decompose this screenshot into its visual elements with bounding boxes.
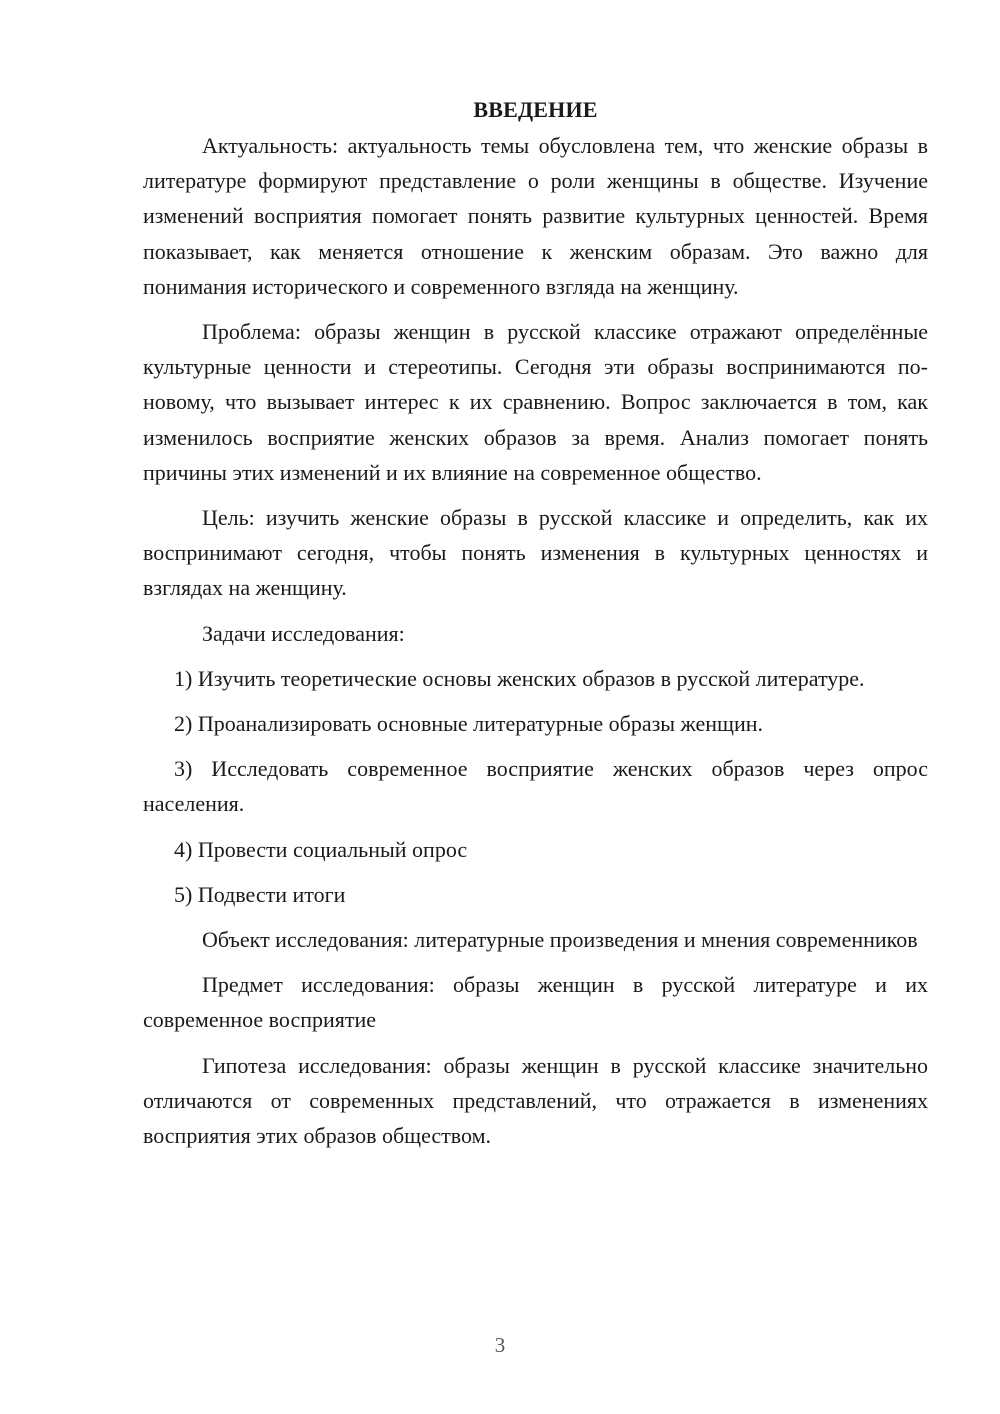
paragraph-subject: Предмет исследования: образы женщин в русской литературе и их современное восприятие xyxy=(143,972,928,1033)
paragraph-goal: Цель: изучить женские образы в русской классике и определить, как их воспринимают сегодня, чтобы понять изменения в культурных ценностях и взглядах на женщину. xyxy=(143,505,928,601)
task-item-3: 3) Исследовать современное восприятие женских образов через опрос населения. xyxy=(143,756,928,817)
paragraph-problem: Проблема: образы женщин в русской классике отражают определённые культурные ценности и стереотипы. Сегодня эти образы воспринимаются по-новому, что вызывает интерес к их сравнению. Вопрос заключается в том, как изменилось восприятие женских образов за время. Анализ помогает понять причины этих изменений и их влияние на современное общество. xyxy=(143,319,928,485)
document-page xyxy=(143,92,928,1153)
paragraph-object: Объект исследования: литературные произведения и мнения современников xyxy=(202,927,918,953)
paragraph-relevance: Актуальность: актуальность темы обусловлена тем, что женские образы в литературе формируют представление о роли женщины в обществе. Изучение изменений восприятия помогает понять развитие культурных ценностей. Время показывает, как меняется отношение к женским образам. Это важно для понимания исторического и современного взгляда на женщину. xyxy=(143,133,928,299)
task-item-4: 4) Провести социальный опрос xyxy=(174,836,468,862)
task-item-1: 1) Изучить теоретические основы женских образов в русской литературе. xyxy=(174,665,865,691)
page-title: ВВЕДЕНИЕ xyxy=(473,97,598,122)
page-number: 3 xyxy=(494,1333,506,1357)
tasks-heading: Задачи исследования: xyxy=(202,620,405,646)
task-item-5: 5) Подвести итоги xyxy=(174,881,346,907)
task-item-2: 2) Проанализировать основные литературные образы женщин. xyxy=(174,711,763,737)
paragraph-hypothesis: Гипотеза исследования: образы женщин в русской классике значительно отличаются от современных представлений, что отражается в изменениях восприятия этих образов обществом. xyxy=(143,1052,928,1149)
